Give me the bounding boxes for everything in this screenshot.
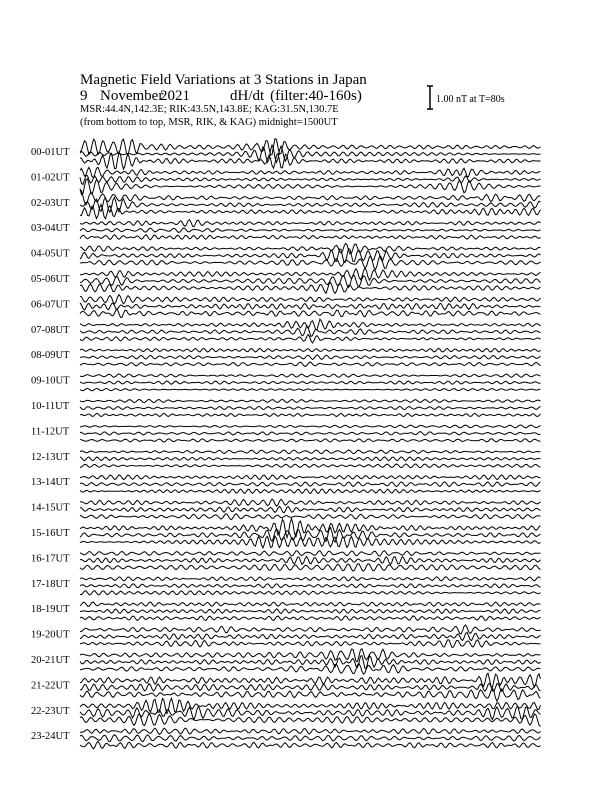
trace-kag-09-10ut [80,374,541,377]
trace-msr-15-16ut [80,536,541,548]
trace-kag-08-09ut [80,348,541,352]
trace-rik-09-10ut [80,381,541,384]
hour-label: 19-20UT [31,629,70,641]
hour-label: 23-24UT [31,731,70,743]
trace-msr-13-14ut [80,489,541,494]
trace-kag-12-13ut [80,450,541,454]
trace-rik-07-08ut [80,326,541,336]
trace-kag-19-20ut [80,625,541,634]
hour-label: 21-22UT [31,680,70,692]
component-label: dH/dt [230,88,265,104]
trace-msr-02-03ut [80,205,541,219]
trace-msr-12-13ut [80,464,541,468]
hour-label: 08-09UT [31,350,70,362]
hour-label: 18-19UT [31,604,70,616]
trace-rik-02-03ut [80,198,541,213]
trace-rik-06-07ut [80,303,541,310]
trace-kag-13-14ut [80,475,541,480]
trace-rik-10-11ut [80,406,541,409]
trace-rik-20-21ut [80,656,541,669]
trace-kag-05-06ut [80,268,541,280]
hour-label: 14-15UT [31,502,70,514]
trace-kag-16-17ut [80,551,541,557]
trace-kag-07-08ut [80,319,541,330]
trace-msr-09-10ut [80,388,541,390]
hour-label: 11-12UT [31,426,70,438]
scale-label: 1.00 nT at T=80s [436,94,505,105]
trace-kag-03-04ut [80,220,541,227]
hour-label: 16-17UT [31,553,70,565]
hour-label: 02-03UT [31,197,70,209]
trace-msr-05-06ut [80,282,541,293]
trace-kag-06-07ut [80,295,541,304]
trace-kag-02-03ut [80,191,541,205]
trace-rik-08-09ut [80,355,541,360]
hour-label: 15-16UT [31,528,70,539]
filter-label: (filter:40-160s) [270,88,362,104]
trace-rik-19-20ut [80,632,541,640]
chart-title: Magnetic Field Variations at 3 Stations in Japan [80,72,367,88]
trace-kag-01-02ut [80,167,541,178]
hour-label: 12-13UT [31,451,70,463]
hour-label: 07-08UT [31,324,70,336]
trace-rik-03-04ut [80,228,541,233]
trace-kag-00-01ut [80,139,541,155]
trace-kag-18-19ut [80,602,541,606]
trace-kag-04-05ut [80,243,541,254]
date-month: November [100,88,164,104]
trace-msr-20-21ut [80,664,541,675]
trace-rik-11-12ut [80,432,541,436]
hour-label: 22-23UT [31,705,70,717]
trace-rik-18-19ut [80,609,541,614]
station-order-note: (from bottom to top, MSR, RIK, & KAG) midnight=1500UT [80,117,338,128]
trace-msr-03-04ut [80,235,541,240]
hour-label: 10-11UT [31,401,70,412]
hour-label: 03-04UT [31,223,70,235]
trace-rik-14-15ut [80,506,541,513]
trace-rik-04-05ut [80,249,541,263]
traces [80,139,541,749]
trace-msr-18-19ut [80,616,541,621]
hour-label: 01-02UT [31,172,70,184]
hour-label: 09-10UT [31,375,70,387]
scale-bar [427,86,433,109]
date-day: 9 [80,88,88,104]
hour-label: 00-01UT [31,147,70,158]
hour-label: 20-21UT [31,655,70,666]
hour-label: 13-14UT [31,477,70,489]
trace-msr-16-17ut [80,564,541,571]
hour-label: 04-05UT [31,248,70,260]
trace-kag-20-21ut [80,649,541,662]
date-year: 2021 [160,88,190,104]
trace-rik-13-14ut [80,482,541,487]
trace-msr-11-12ut [80,439,541,442]
trace-kag-22-23ut [80,698,541,713]
trace-kag-21-22ut [80,673,541,687]
trace-msr-23-24ut [80,741,541,748]
trace-kag-23-24ut [80,728,541,734]
trace-msr-17-18ut [80,591,541,595]
hour-labels [31,147,70,742]
hour-label: 05-06UT [31,274,70,285]
trace-msr-04-05ut [80,256,541,270]
hour-label: 17-18UT [31,578,70,590]
trace-rik-17-18ut [80,584,541,588]
trace-msr-10-11ut [80,413,541,416]
trace-msr-06-07ut [80,310,541,318]
trace-kag-11-12ut [80,425,541,428]
trace-kag-10-11ut [80,399,541,402]
trace-rik-16-17ut [80,556,541,564]
trace-msr-14-15ut [80,514,541,520]
hour-label: 06-07UT [31,299,70,311]
trace-rik-01-02ut [80,176,541,185]
station-coordinates: MSR:44.4N,142.3E; RIK:43.5N,143.8E; KAG:31.5N,130.7E [80,104,339,115]
trace-kag-14-15ut [80,499,541,506]
trace-rik-12-13ut [80,457,541,461]
trace-msr-22-23ut [80,714,541,726]
trace-rik-23-24ut [80,735,541,742]
trace-msr-08-09ut [80,362,541,366]
trace-kag-17-18ut [80,577,541,581]
